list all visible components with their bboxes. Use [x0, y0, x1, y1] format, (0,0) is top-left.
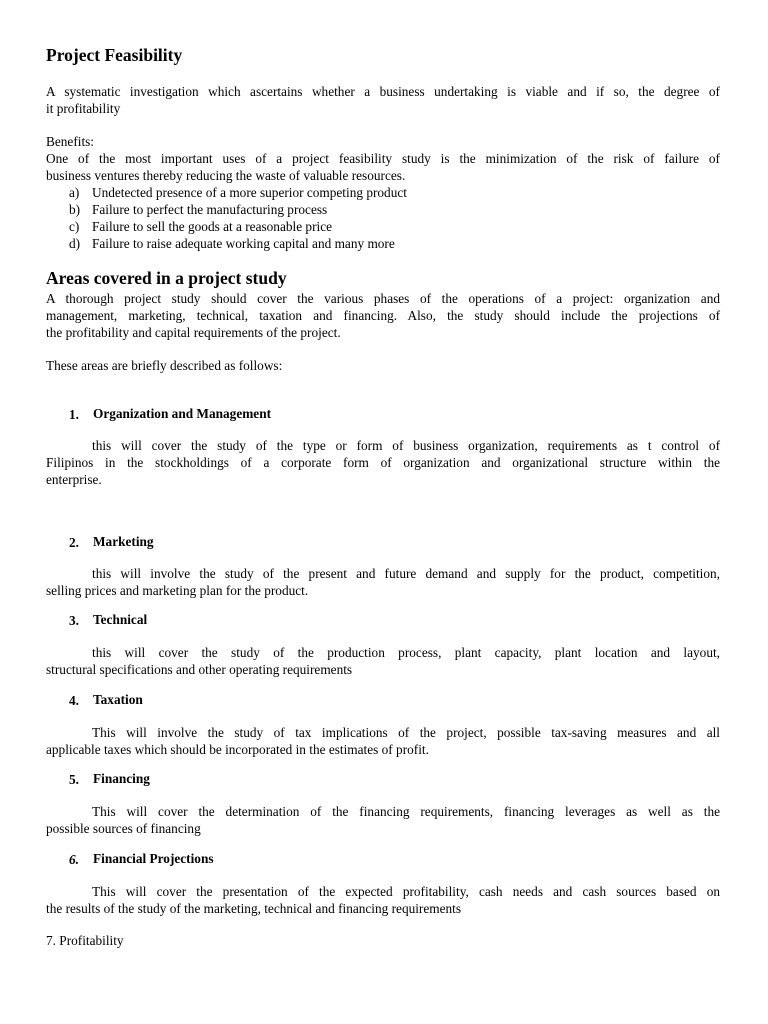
areas-line-1: A thorough project study should cover the various phases of the operations of a project: organization and: [46, 291, 720, 306]
benefits-line-1: One of the most important uses of a project feasibility study is the minimization of the risk of failure of: [46, 151, 720, 166]
section-text-line: possible sources of financing: [46, 821, 201, 836]
section-number: 1.: [69, 407, 79, 422]
benefits-label: Benefits:: [46, 134, 95, 149]
document-title: Project Feasibility: [46, 45, 183, 65]
trailing-item-profitability: 7. Profitability: [46, 933, 124, 948]
areas-intro: These areas are briefly described as follows:: [46, 358, 283, 373]
list-marker: a): [69, 185, 80, 200]
list-item-text: Undetected presence of a more superior competing product: [92, 185, 407, 200]
section-text-line: this will cover the study of the type or form of business organization, requirements as t control of: [92, 438, 720, 453]
section-title: Technical: [93, 612, 148, 627]
definition-line-1: A systematic investigation which ascertains whether a business undertaking is viable and if so, the degree of: [46, 84, 720, 99]
section-title: Marketing: [93, 534, 154, 549]
areas-line-3: the profitability and capital requirements of the project.: [46, 325, 341, 340]
section-text-line: Filipinos in the stockholdings of a corporate form of organization and organizational structure within the: [46, 455, 720, 470]
section-text-line: This will cover the presentation of the expected profitability, cash needs and cash sources based on: [92, 884, 720, 899]
section-number: 6.: [69, 852, 79, 867]
section-text-line: This will cover the determination of the financing requirements, financing leverages as well as the: [92, 804, 720, 819]
list-item-text: Failure to raise adequate working capital and many more: [92, 236, 395, 251]
section-text-line: selling prices and marketing plan for the product.: [46, 583, 309, 598]
section-text-line: this will involve the study of the present and future demand and supply for the product, competition,: [92, 566, 720, 581]
section-number: 3.: [69, 613, 79, 628]
benefits-line-2: business ventures thereby reducing the waste of valuable resources.: [46, 168, 406, 183]
section-text-line: the results of the study of the marketing, technical and financing requirements: [46, 901, 462, 916]
list-item-text: Failure to sell the goods at a reasonable price: [92, 219, 332, 234]
section-title: Organization and Management: [93, 406, 272, 421]
section-text-line: applicable taxes which should be incorporated in the estimates of profit.: [46, 742, 429, 757]
section-number: 2.: [69, 535, 79, 550]
list-marker: c): [69, 219, 80, 234]
section-title: Financing: [93, 771, 150, 786]
list-marker: d): [69, 236, 81, 251]
areas-line-2: management, marketing, technical, taxation and financing. Also, the study should include the projections of: [46, 308, 720, 323]
section-text-line: enterprise.: [46, 472, 102, 487]
section-number: 4.: [69, 693, 79, 708]
list-marker: b): [69, 202, 81, 217]
section-title: Financial Projections: [93, 851, 214, 866]
list-item-text: Failure to perfect the manufacturing process: [92, 202, 328, 217]
section-text-line: this will cover the study of the production process, plant capacity, plant location and layout,: [92, 645, 720, 660]
definition-line-2: it profitability: [46, 101, 121, 116]
section-title: Taxation: [93, 692, 143, 707]
areas-heading: Areas covered in a project study: [46, 268, 287, 288]
section-text-line: This will involve the study of tax implications of the project, possible tax-saving measures and all: [92, 725, 720, 740]
section-number: 5.: [69, 772, 79, 787]
section-text-line: structural specifications and other operating requirements: [46, 662, 353, 677]
